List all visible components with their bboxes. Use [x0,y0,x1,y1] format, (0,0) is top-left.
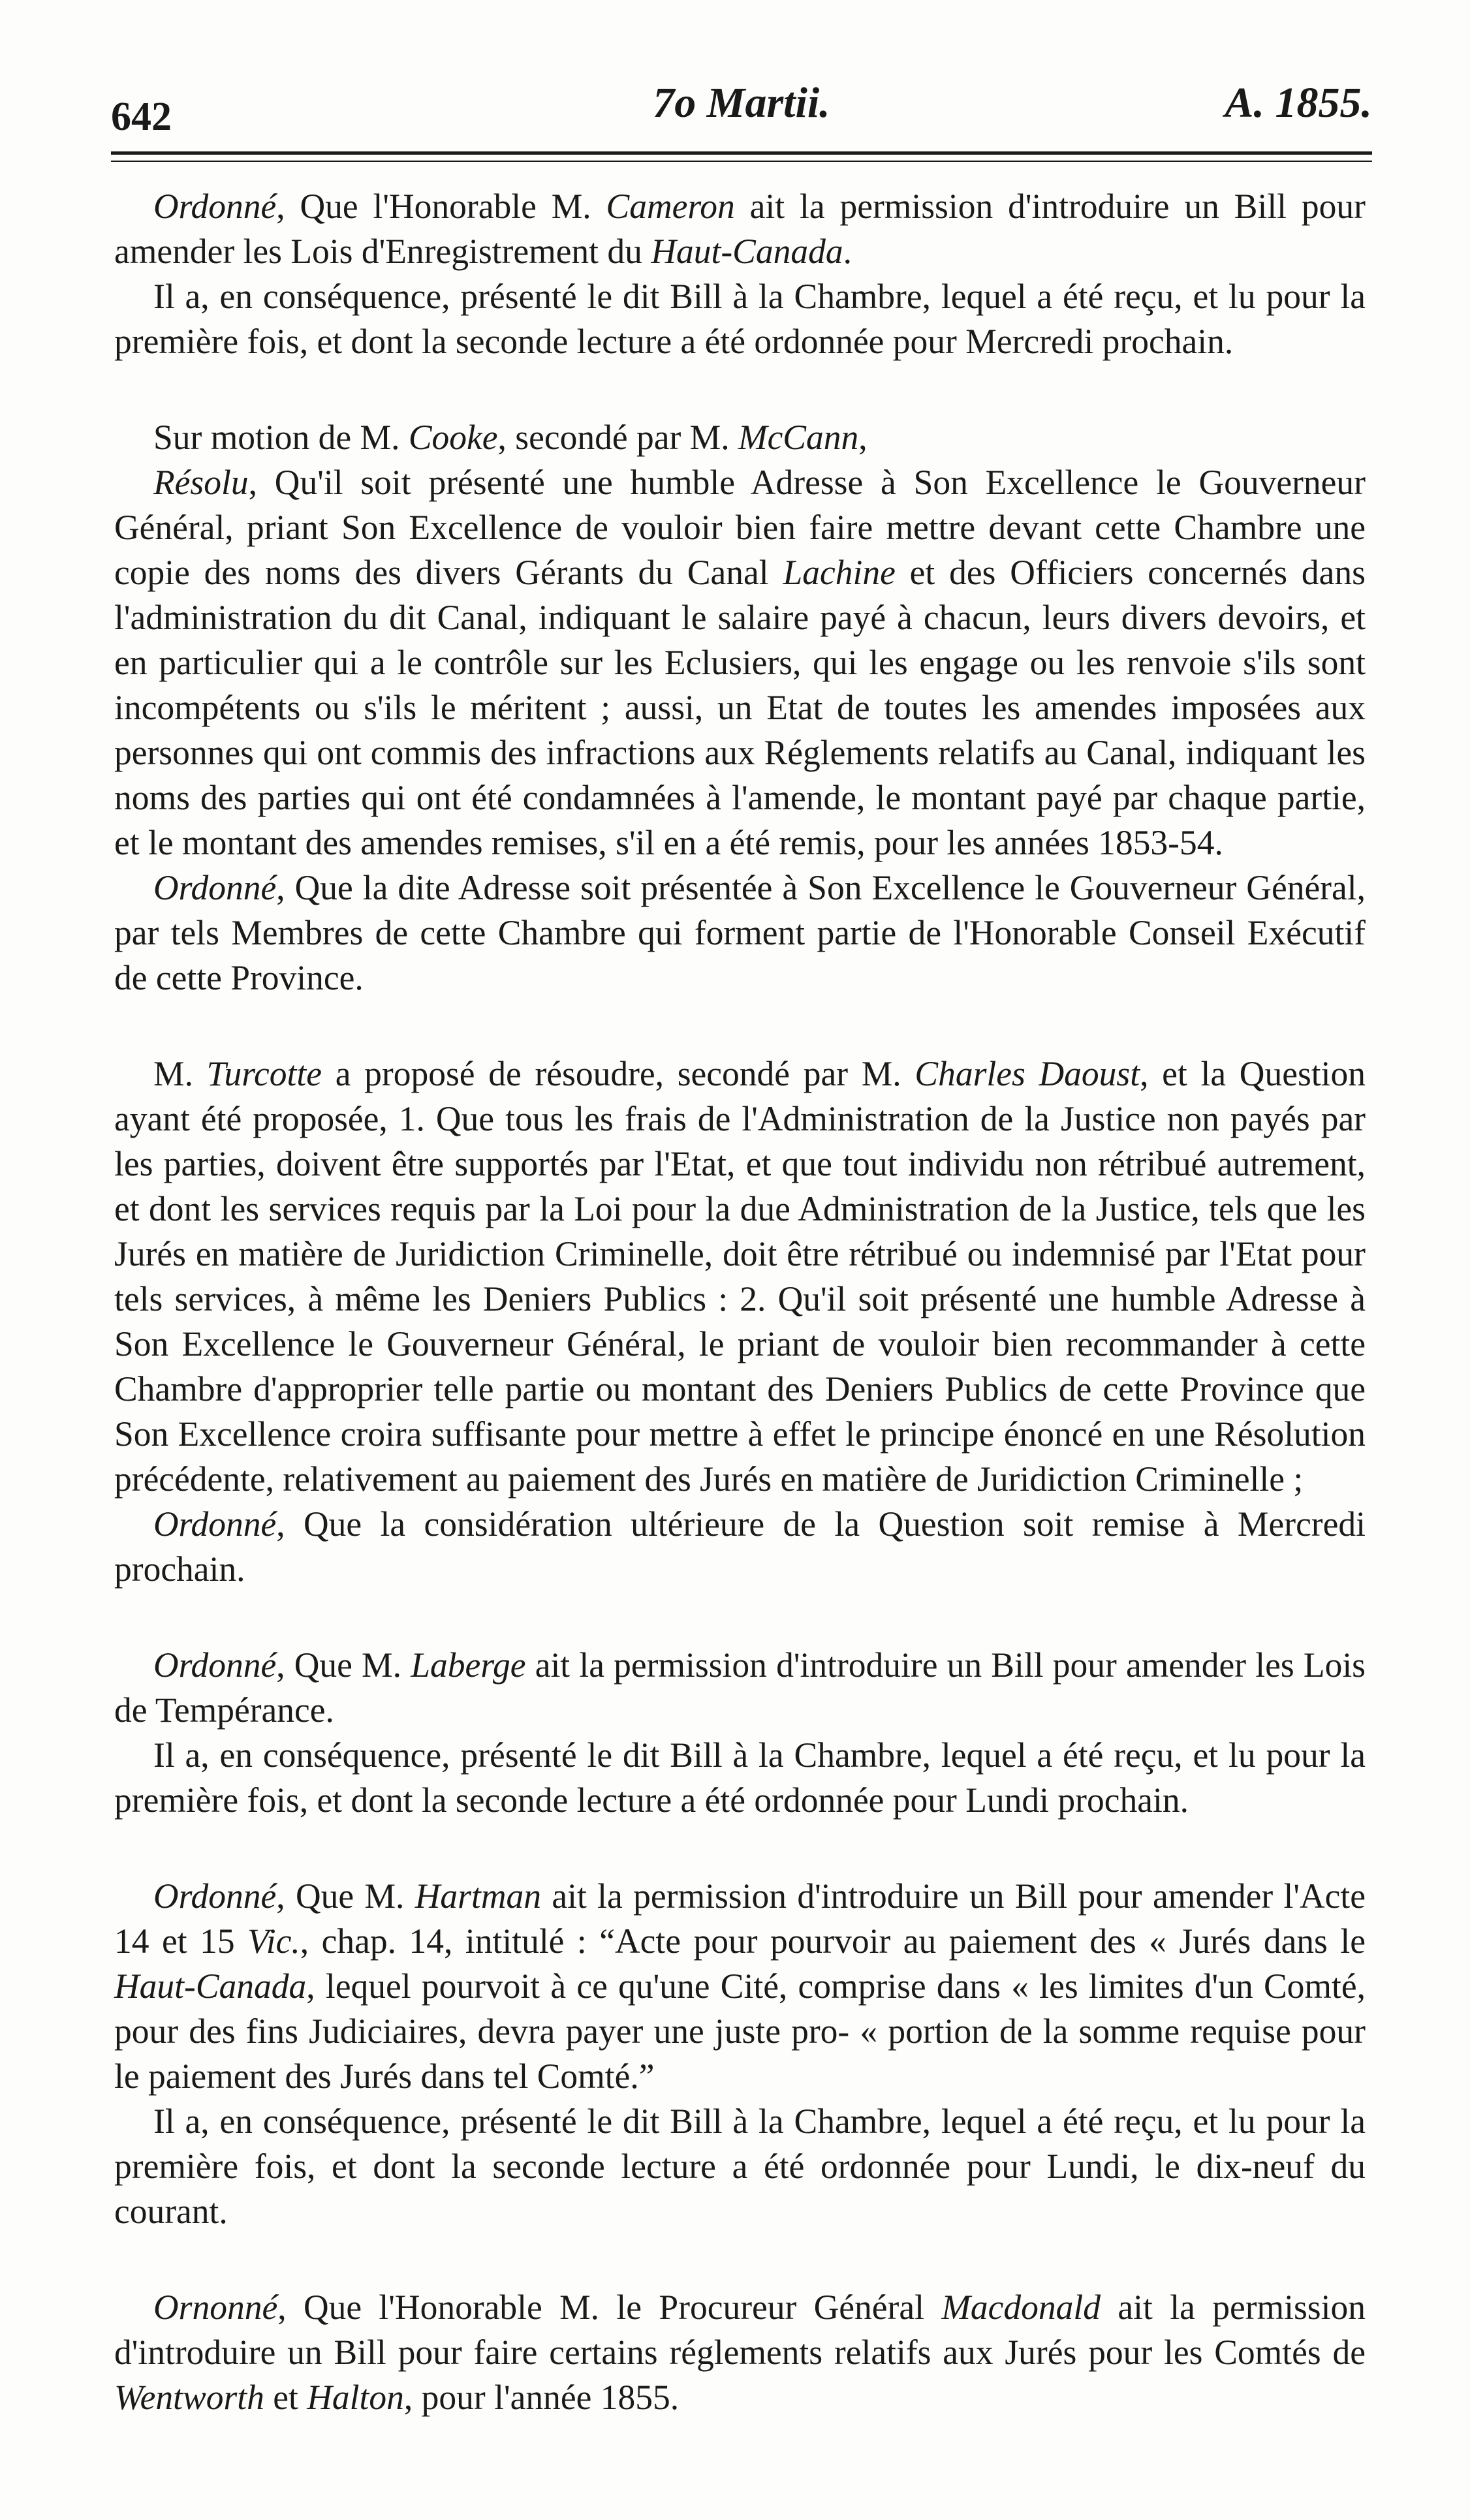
text-run: . [843,232,852,271]
text-run: Il a, en conséquence, présenté le dit Bill à la Chambre, lequel a été reçu, et lu pour la première fois, et dont la seconde lecture a été ordonnée pour Lundi prochain. [114,1735,1366,1820]
italic-name-run: Turcotte [206,1054,322,1093]
italic-name-run: Vic. [247,1921,300,1961]
block-gap [114,2234,1366,2285]
text-run: Il a, en conséquence, présenté le dit Bill à la Chambre, lequel a été reçu, et lu pour la première fois, et dont la seconde lecture a été ordonnée pour Mercredi prochain. [114,277,1366,361]
text-run: , Que la considération ultérieure de la Question soit remise à Mercredi prochain. [114,1504,1366,1589]
page-header [111,78,1372,150]
text-run: , lequel pourvoit à ce qu'une Cité, comprise dans « les limites d'un Comté, pour des fins Judiciaires, devra payer une juste pro- « portion de la somme requise pour le paiement des Jurés dans tel Comté.” [114,1967,1366,2096]
italic-name-run: Ordonné [153,1504,277,1544]
entry-paragraph [114,1051,1366,1502]
journal-body [114,184,1366,2420]
journal-entry [114,2285,1366,2420]
journal-entry [114,415,1366,1001]
text-run: Sur motion de M. [153,418,409,457]
text-run: et [264,2378,307,2417]
italic-name-run: Cooke [408,418,498,457]
journal-entry [114,1051,1366,1592]
text-run: ait la permission d'introduire un Bill pour faire certains réglements relatifs aux Jurés pour les Comtés de [114,2288,1366,2372]
text-run: Il a, en conséquence, présenté le dit Bill à la Chambre, lequel a été reçu, et lu pour la première fois, et dont la seconde lecture a été ordonnée pour Lundi, le dix-neuf du courant. [114,2102,1366,2231]
entry-paragraph [114,2099,1366,2234]
text-run: , Que M. [276,1645,411,1685]
italic-name-run: Haut-Canada [651,232,843,271]
entry-paragraph [114,1502,1366,1592]
italic-name-run: Lachine [783,553,896,592]
italic-name-run: Ordonné [153,1645,277,1685]
journal-entry [114,1874,1366,2234]
text-run: ait la permission d'introduire un Bill pour amender l'Acte 14 et 15 [114,1876,1366,1961]
italic-name-run: Wentworth [114,2378,264,2417]
session-year: A. 1855. [1225,79,1372,127]
italic-name-run: Macdonald [941,2288,1101,2327]
entry-paragraph [114,415,1366,460]
session-date: 7o Martii. [653,79,830,127]
journal-entry [114,1643,1366,1823]
entry-paragraph [114,1874,1366,2099]
block-gap [114,364,1366,415]
text-run: M. [153,1054,207,1093]
italic-name-run: Halton [307,2378,404,2417]
journal-entry [114,184,1366,364]
text-run: et des Officiers concernés dans l'administration du dit Canal, indiquant le salaire payé à chacun, leurs divers devoirs, et en particulier qui a le contrôle sur les Eclusiers, qui les engage ou les renvoie s'ils sont incompétents ou s'ils le méritent ; aussi, un Etat de toutes les amendes imposées aux personnes qui ont commis des infractions aux Réglements relatifs au Canal, indiquant les noms des parties qui ont été condamnées à l'amende, le montant payé par chaque partie, et le montant des amendes remises, s'il en a été remis, pour les années 1853-54. [114,553,1366,862]
entry-paragraph [114,865,1366,1001]
block-gap [114,1001,1366,1051]
header-rule-thick [111,151,1372,155]
text-run: , [858,418,868,457]
italic-name-run: Ordonné [153,868,277,907]
italic-name-run: Ordonné [153,1876,277,1916]
text-run: , chap. 14, intitulé : “Acte pour pourvoir au paiement des « Jurés dans le [300,1921,1366,1961]
text-run: , pour l'année 1855. [403,2378,680,2417]
italic-name-run: McCann [738,418,859,457]
text-run: , secondé par M. [497,418,738,457]
entry-paragraph [114,1643,1366,1733]
entry-paragraph [114,1733,1366,1823]
text-run: , Que M. [276,1876,415,1916]
block-gap [114,1592,1366,1643]
italic-name-run: Cameron [606,187,735,226]
block-gap [114,1823,1366,1874]
italic-name-run: Hartman [414,1876,541,1916]
text-run: a proposé de résoudre, secondé par M. [322,1054,915,1093]
entry-paragraph [114,184,1366,274]
text-run: ait la permission d'introduire un Bill pour amender les Lois d'Enregistrement du [114,187,1366,271]
italic-name-run: Ornonné [153,2288,278,2327]
italic-name-run: Charles Daoust [915,1054,1140,1093]
text-run: , Qu'il soit présenté une humble Adresse à Son Excellence le Gouverneur Général, priant Son Excellence de vouloir bien faire mettre devant cette Chambre une copie des noms des divers Gérants du Canal [114,463,1366,592]
italic-name-run: Laberge [411,1645,526,1685]
entry-paragraph [114,274,1366,364]
italic-name-run: Ordonné [153,187,277,226]
text-run: , Que l'Honorable M. [276,187,606,226]
header-rule-thin [111,161,1372,162]
entry-paragraph [114,2285,1366,2420]
italic-name-run: Résolu [153,463,249,502]
italic-name-run: Haut-Canada [114,1967,307,2006]
text-run: , Que l'Honorable M. le Procureur Général [277,2288,942,2327]
entry-paragraph [114,460,1366,865]
page-number: 642 [111,95,172,139]
text-run: ait la permission d'introduire un Bill pour amender les Lois de Tempérance. [114,1645,1366,1730]
text-run: , Que la dite Adresse soit présentée à Son Excellence le Gouverneur Général, par tels Membres de cette Chambre qui forment partie de l'Honorable Conseil Exécutif de cette Province. [114,868,1366,997]
text-run: , et la Question ayant été proposée, 1. Que tous les frais de l'Administration de la Justice non payés par les parties, doivent être supportés par l'Etat, et que tout individu non rétribué autrement, et dont les services requis par la Loi pour la due Administration de la Justice, tels que les Jurés en matière de Juridiction Criminelle, doit être rétribué ou indemnisé par l'Etat pour tels services, à même les Deniers Publics : 2. Qu'il soit présenté une humble Adresse à Son Excellence le Gouverneur Général, le priant de vouloir bien recommander à cette Chambre d'approprier telle partie ou montant des Deniers Publics de cette Province que Son Excellence croira suffisante pour mettre à effet le principe énoncé en une Résolution précédente, relativement au paiement des Jurés en matière de Juridiction Criminelle ; [114,1054,1366,1499]
